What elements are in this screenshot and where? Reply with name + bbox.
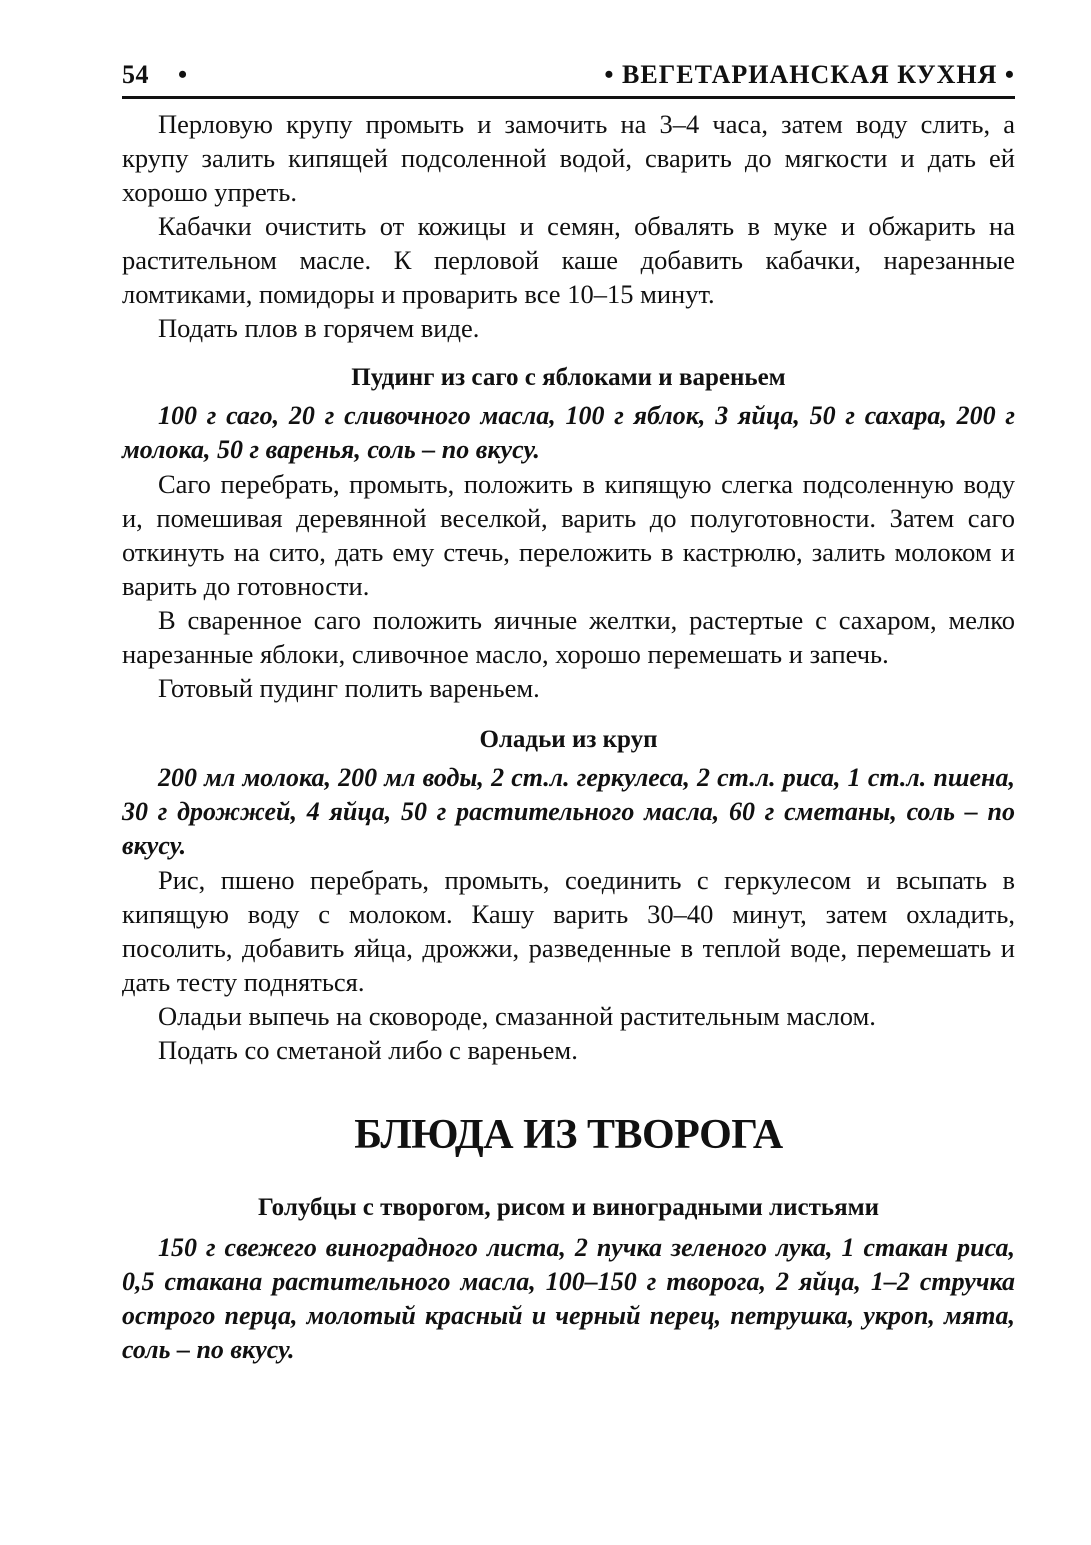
oladi-paragraph-1: Рис, пшено перебрать, промыть, соединить с геркулесом и всыпать в кипящую воду с молоком. Кашу варить 30–40 минут, затем охладить, посолить, добавить яйца, дрожжи, разведенные в теплой воде, перемешать и дать тесту подняться.: [122, 865, 1015, 997]
pudding-ingredients: 100 г саго, 20 г сливочного масла, 100 г яблок, 3 яйца, 50 г сахара, 200 г молока, 50 г варенья, соль – по вкусу.: [122, 401, 1015, 464]
running-title: • ВЕГЕТАРИАНСКАЯ КУХНЯ •: [604, 60, 1015, 89]
running-header: [122, 56, 1015, 99]
header-bullet: •: [178, 60, 188, 89]
pudding-title: Пудинг из саго с яблоками и вареньем: [351, 364, 786, 391]
golubtsy-ingredients: 150 г свежего виноградного листа, 2 пучка зеленого лука, 1 стакан риса, 0,5 стакана растительного масла, 100–150 г творога, 2 яйца, 1–2 стручка острого перца, молотый красный и черный перец, петрушка, укроп, мята, соль – по вкусу.: [122, 1233, 1015, 1364]
oladi-paragraph-3: Подать со сметаной либо с вареньем.: [158, 1035, 578, 1065]
pudding-paragraph-1: Саго перебрать, промыть, положить в кипящую слегка подсоленную воду и, помешивая деревянной веселкой, варить до полуготовности. Затем саго откинуть на сито, дать ему стечь, переложить в кастрюлю, залить молоком и варить до готовности.: [122, 469, 1015, 601]
page-number: 54: [122, 60, 149, 89]
section-title: БЛЮДА ИЗ ТВОРОГА: [354, 1112, 783, 1158]
pudding-paragraph-2: В сваренное саго положить яичные желтки, растертые с сахаром, мелко нарезанные яблоки, сливочное масло, хорошо перемешать и запечь.: [122, 605, 1015, 669]
plov-paragraph-2: Кабачки очистить от кожицы и семян, обвалять в муке и обжарить на растительном масле. К перловой каше добавить кабачки, нарезанные ломтиками, помидоры и проварить все 10–15 минут.: [122, 211, 1015, 309]
pudding-paragraph-3: Готовый пудинг полить вареньем.: [158, 673, 540, 703]
oladi-title: Оладьи из круп: [479, 726, 658, 753]
book-page: [122, 56, 1015, 1367]
plov-paragraph-3: Подать плов в горячем виде.: [158, 313, 480, 343]
golubtsy-title: Голубцы с творогом, рисом и виноградными листьями: [257, 1194, 880, 1221]
oladi-ingredients: 200 мл молока, 200 мл воды, 2 ст.л. геркулеса, 2 ст.л. риса, 1 ст.л. пшена, 30 г дрожжей, 4 яйца, 50 г растительного масла, 60 г сметаны, соль – по вкусу.: [122, 763, 1015, 860]
plov-paragraph-1: Перловую крупу промыть и замочить на 3–4 часа, затем воду слить, а крупу залить кипящей подсоленной водой, сварить до мягкости и дать ей хорошо упреть.: [122, 109, 1015, 207]
page-number-group: [122, 56, 188, 94]
oladi-paragraph-2: Оладьи выпечь на сковороде, смазанной растительным маслом.: [158, 1001, 876, 1031]
